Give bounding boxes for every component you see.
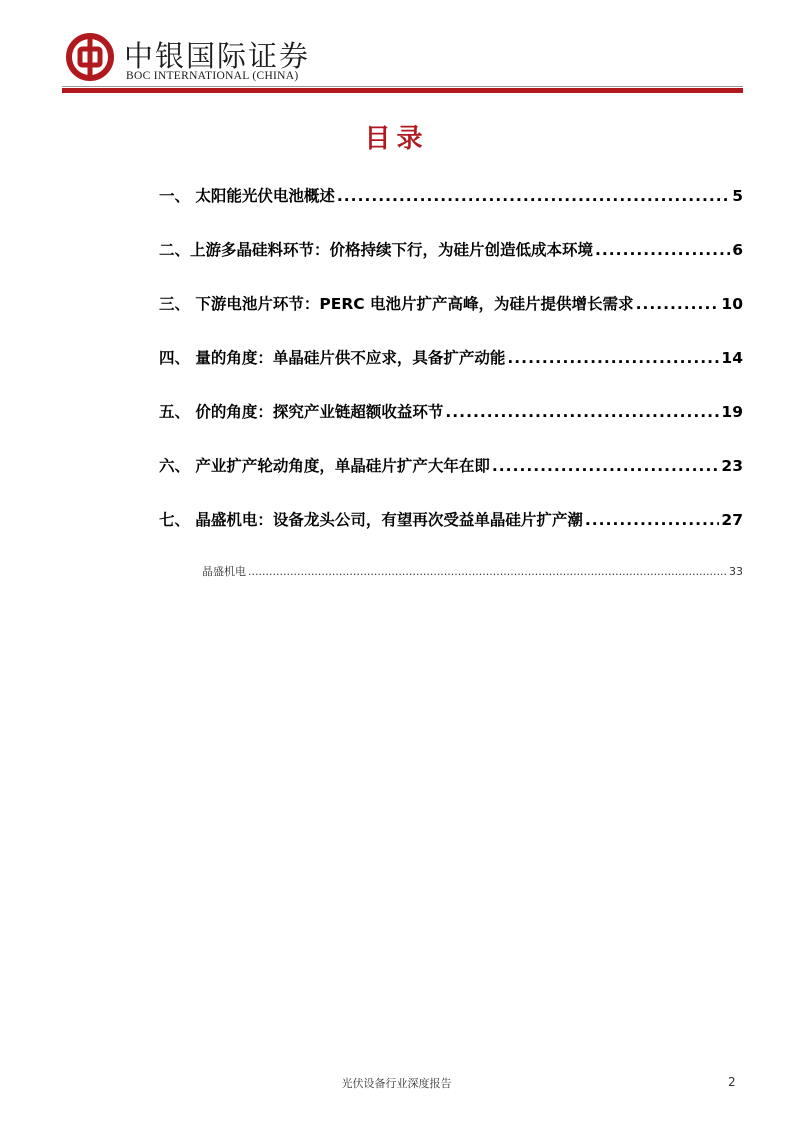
toc-sub-entry[interactable]: [202, 563, 743, 579]
footer-page-number: 2: [728, 1075, 736, 1089]
toc-entry[interactable]: [159, 454, 743, 508]
toc-entry-page: 6: [732, 241, 743, 259]
toc-entry-page: 27: [721, 511, 743, 529]
toc-sub-entry-text: 晶盛机电: [202, 565, 246, 578]
toc-entry-page: 5: [732, 187, 743, 205]
toc-entry-text: 五、 价的角度：探究产业链超额收益环节: [159, 403, 444, 421]
toc-leader-dots: [248, 565, 727, 578]
toc-leader-dots: [585, 511, 720, 529]
toc-entry-page: 23: [721, 457, 743, 475]
toc-entry-text: 三、 下游电池片环节：PERC 电池片扩产高峰，为硅片提供增长需求: [159, 295, 634, 313]
toc-leader-dots: [492, 457, 720, 475]
toc-entry[interactable]: [159, 184, 743, 238]
toc-entry[interactable]: [159, 400, 743, 454]
toc-entry[interactable]: [159, 292, 743, 346]
toc-entry-text: 七、 晶盛机电：设备龙头公司，有望再次受益单晶硅片扩产潮: [159, 511, 583, 529]
boc-logo-icon: [66, 33, 114, 81]
table-of-contents: [159, 184, 743, 562]
toc-entry[interactable]: [159, 238, 743, 292]
toc-entry[interactable]: [159, 508, 743, 562]
toc-entry-page: 14: [721, 349, 743, 367]
page-header: [0, 0, 793, 95]
toc-leader-dots: [636, 295, 720, 313]
toc-leader-dots: [595, 241, 730, 259]
brand-name-en: BOC INTERNATIONAL (CHINA): [126, 70, 299, 82]
toc-entry-text: 四、 量的角度：单晶硅片供不应求，具备扩产动能: [159, 349, 506, 367]
toc-leader-dots: [337, 187, 730, 205]
header-rule-red: [62, 88, 743, 93]
toc-entry-page: 19: [721, 403, 743, 421]
toc-entry-text: 一、 太阳能光伏电池概述: [159, 187, 335, 205]
toc-entry-page: 10: [721, 295, 743, 313]
toc-sub-entry-page: 33: [729, 565, 743, 578]
toc-leader-dots: [507, 349, 719, 367]
toc-title: 目录: [364, 124, 429, 154]
toc-entry[interactable]: [159, 346, 743, 400]
toc-leader-dots: [445, 403, 719, 421]
footer-report-title: 光伏设备行业深度报告: [341, 1077, 452, 1090]
toc-entry-text: 二、上游多晶硅料环节：价格持续下行，为硅片创造低成本环境: [159, 241, 594, 259]
toc-entry-text: 六、 产业扩产轮动角度，单晶硅片扩产大年在即: [159, 457, 490, 475]
header-rule-thin: [62, 86, 743, 87]
brand-name-cn: 中银国际证券: [124, 39, 311, 73]
